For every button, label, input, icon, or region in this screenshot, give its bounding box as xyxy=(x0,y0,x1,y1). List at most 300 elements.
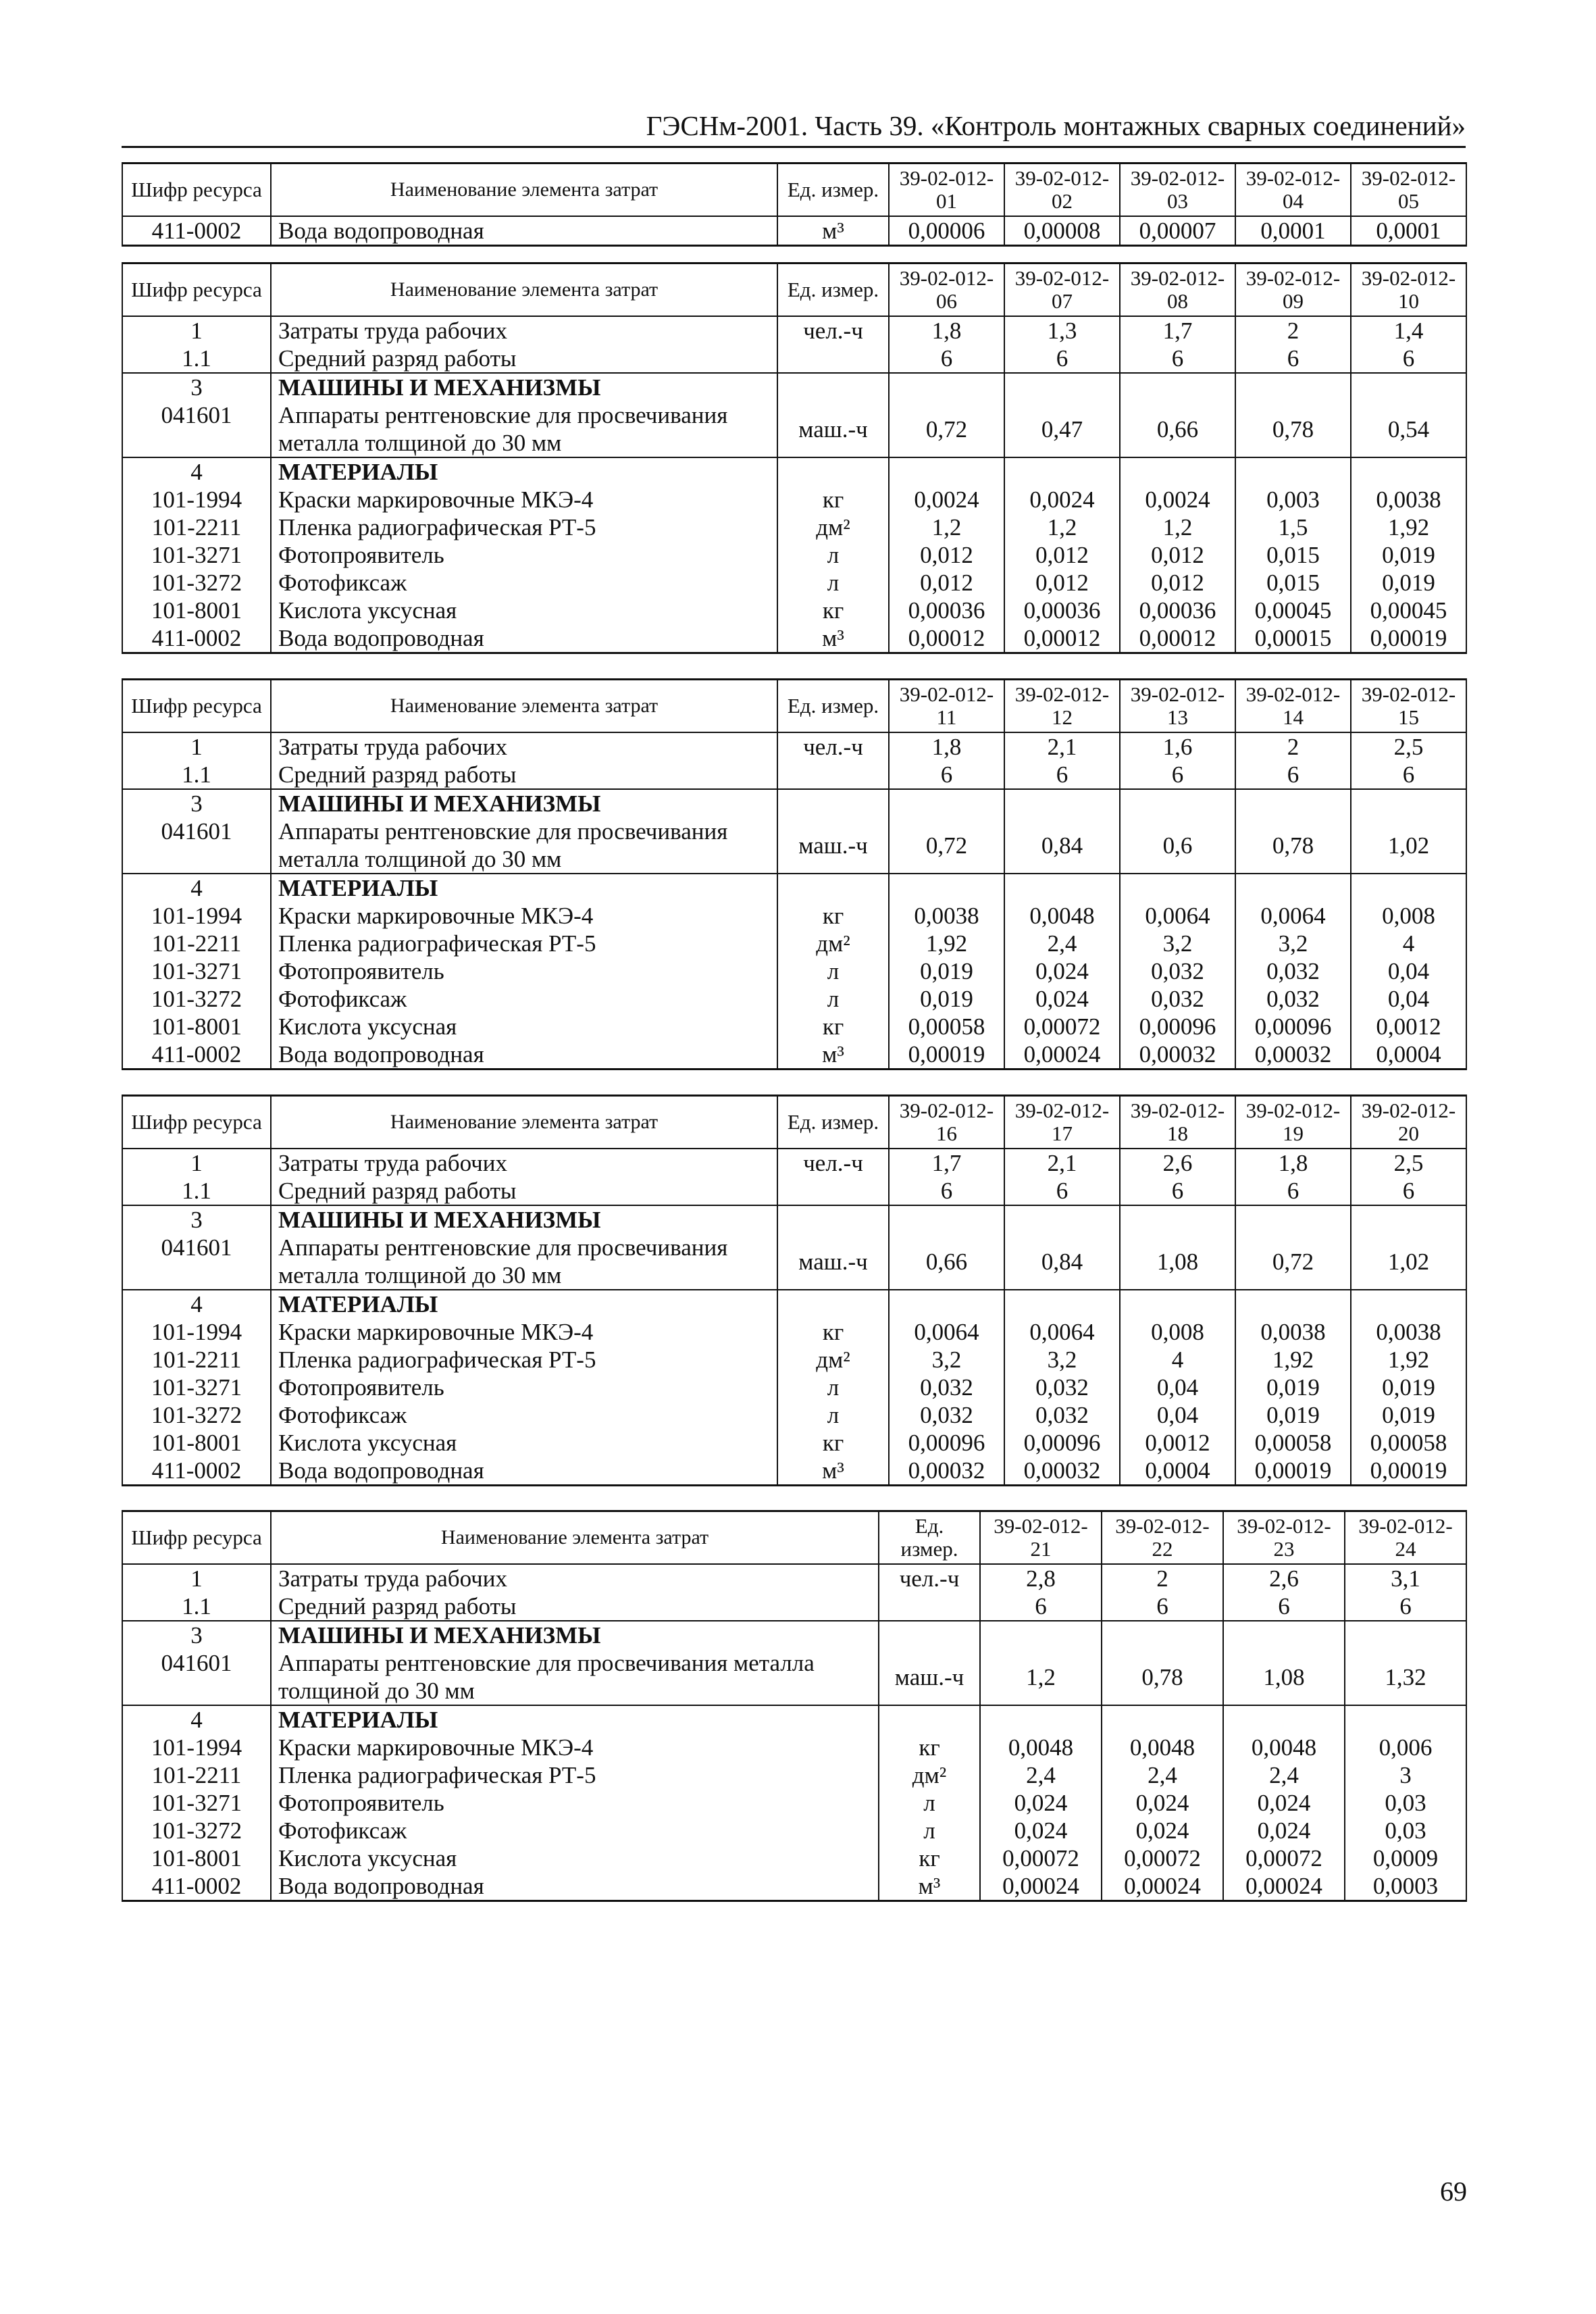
norm-code: 39-02-012-03 xyxy=(1120,164,1235,217)
value-cell: 0,0048 xyxy=(980,1734,1102,1761)
resource-code: 101-3272 xyxy=(122,985,271,1013)
table-row xyxy=(122,1318,1466,1346)
value-cell: 6 xyxy=(1102,1592,1223,1621)
value-cell: 1,7 xyxy=(1120,316,1235,345)
resource-code: 101-3271 xyxy=(122,1374,271,1401)
resource-unit: маш.-ч xyxy=(777,1234,889,1290)
value-cell: 1,08 xyxy=(1120,1234,1235,1290)
table-row xyxy=(122,1457,1466,1486)
empty-cell xyxy=(777,1205,889,1234)
resource-unit: кг xyxy=(777,486,889,513)
resource-name: Фотопроявитель xyxy=(271,957,777,985)
resource-unit xyxy=(777,1177,889,1205)
resource-unit: кг xyxy=(777,597,889,624)
empty-cell xyxy=(1235,1205,1351,1234)
value-cell: 1,5 xyxy=(1235,513,1351,541)
section-row xyxy=(122,1290,1466,1318)
value-cell: 2,4 xyxy=(1102,1761,1223,1789)
resource-code: 041601 xyxy=(122,818,271,874)
value-cell: 0,00096 xyxy=(889,1429,1004,1457)
value-cell: 0,78 xyxy=(1235,401,1351,457)
value-cell: 0,00019 xyxy=(1351,624,1466,653)
resource-code: 101-3271 xyxy=(122,541,271,569)
value-cell: 0,019 xyxy=(1351,569,1466,597)
resource-unit: дм² xyxy=(777,1346,889,1374)
empty-cell xyxy=(980,1621,1102,1649)
header-code: Шифр ресурса xyxy=(122,1096,271,1149)
value-cell: 0,012 xyxy=(889,569,1004,597)
empty-cell xyxy=(777,789,889,818)
value-cell: 0,00024 xyxy=(1223,1872,1345,1901)
table-row xyxy=(122,597,1466,624)
value-cell: 0,00096 xyxy=(1004,1429,1120,1457)
value-cell: 0,032 xyxy=(1120,985,1235,1013)
value-cell: 0,008 xyxy=(1351,902,1466,930)
resource-unit: м³ xyxy=(777,1457,889,1486)
table-row xyxy=(122,1040,1466,1070)
resource-code: 1 xyxy=(122,316,271,345)
header-unit: Ед. измер. xyxy=(777,263,889,317)
table-row xyxy=(122,1789,1466,1817)
resource-name: Пленка радиографическая РТ-5 xyxy=(271,513,777,541)
norm-table-3 xyxy=(122,678,1467,1070)
norm-code: 39-02-012-15 xyxy=(1351,680,1466,733)
value-cell: 0,84 xyxy=(1004,1234,1120,1290)
empty-cell xyxy=(1351,1290,1466,1318)
value-cell: 6 xyxy=(1351,761,1466,789)
resource-code: 411-0002 xyxy=(122,1040,271,1070)
norm-table-2 xyxy=(122,262,1467,654)
resource-code: 101-1994 xyxy=(122,1318,271,1346)
resource-code: 1 xyxy=(122,732,271,761)
value-cell: 0,0064 xyxy=(1120,902,1235,930)
resource-name: Средний разряд работы xyxy=(271,761,777,789)
resource-name: Краски маркировочные МКЭ-4 xyxy=(271,1734,879,1761)
table-row xyxy=(122,1592,1466,1621)
resource-unit: кг xyxy=(777,902,889,930)
resource-name: Затраты труда рабочих xyxy=(271,1564,879,1592)
table-row xyxy=(122,732,1466,761)
norm-code: 39-02-012-21 xyxy=(980,1511,1102,1565)
value-cell: 0,003 xyxy=(1235,486,1351,513)
resource-unit: чел.-ч xyxy=(777,316,889,345)
value-cell: 2,8 xyxy=(980,1564,1102,1592)
empty-cell xyxy=(1120,1205,1235,1234)
header-code: Шифр ресурса xyxy=(122,1511,271,1565)
value-cell: 0,54 xyxy=(1351,401,1466,457)
empty-cell xyxy=(1223,1705,1345,1734)
resource-code: 101-1994 xyxy=(122,486,271,513)
section-title: МАТЕРИАЛЫ xyxy=(271,457,777,486)
norm-code: 39-02-012-09 xyxy=(1235,263,1351,317)
header-name: Наименование элемента затрат xyxy=(271,1096,777,1149)
norm-code: 39-02-012-17 xyxy=(1004,1096,1120,1149)
resource-name: Фотофиксаж xyxy=(271,569,777,597)
norm-code: 39-02-012-12 xyxy=(1004,680,1120,733)
resource-code: 101-3271 xyxy=(122,957,271,985)
resource-unit: л xyxy=(777,1401,889,1429)
value-cell: 1,92 xyxy=(889,930,1004,957)
section-title: МАТЕРИАЛЫ xyxy=(271,874,777,902)
value-cell: 1,92 xyxy=(1351,513,1466,541)
header-unit: Ед. измер. xyxy=(777,164,889,217)
resource-code: 101-8001 xyxy=(122,1013,271,1040)
resource-unit: чел.-ч xyxy=(777,1149,889,1177)
resource-unit: л xyxy=(777,569,889,597)
resource-unit: л xyxy=(777,1374,889,1401)
section-row xyxy=(122,373,1466,401)
value-cell: 1,8 xyxy=(889,316,1004,345)
value-cell: 0,032 xyxy=(1004,1374,1120,1401)
section-code: 3 xyxy=(122,373,271,401)
table-row xyxy=(122,1649,1466,1705)
resource-code: 101-8001 xyxy=(122,1844,271,1872)
value-cell: 0,03 xyxy=(1345,1817,1466,1844)
empty-cell xyxy=(1120,789,1235,818)
section-code: 4 xyxy=(122,457,271,486)
norm-code: 39-02-012-01 xyxy=(889,164,1004,217)
value-cell: 0,00019 xyxy=(1351,1457,1466,1486)
running-header xyxy=(122,103,1466,148)
table-row xyxy=(122,624,1466,653)
value-cell: 0,019 xyxy=(1351,541,1466,569)
value-cell: 1,8 xyxy=(889,732,1004,761)
resource-unit: маш.-ч xyxy=(879,1649,980,1705)
value-cell: 0,0038 xyxy=(1351,486,1466,513)
norm-code: 39-02-012-22 xyxy=(1102,1511,1223,1565)
header-title: ГЭСНм-2001. Часть 39. «Контроль монтажных сварных соединений» xyxy=(646,110,1466,141)
section-code: 3 xyxy=(122,1205,271,1234)
value-cell: 2,5 xyxy=(1351,732,1466,761)
value-cell: 1,02 xyxy=(1351,1234,1466,1290)
value-cell: 0,015 xyxy=(1235,541,1351,569)
value-cell: 0,024 xyxy=(1102,1817,1223,1844)
table-row xyxy=(122,1564,1466,1592)
value-cell: 0,019 xyxy=(1351,1374,1466,1401)
norm-table-1 xyxy=(122,162,1467,247)
empty-cell xyxy=(1235,789,1351,818)
resource-code: 1.1 xyxy=(122,1177,271,1205)
table-row xyxy=(122,316,1466,345)
resource-name: Затраты труда рабочих xyxy=(271,1149,777,1177)
resource-code: 411-0002 xyxy=(122,216,271,246)
norm-code: 39-02-012-19 xyxy=(1235,1096,1351,1149)
resource-code: 101-2211 xyxy=(122,1346,271,1374)
norm-code: 39-02-012-05 xyxy=(1351,164,1466,217)
value-cell: 3,2 xyxy=(1235,930,1351,957)
value-cell: 6 xyxy=(1345,1592,1466,1621)
value-cell: 1,2 xyxy=(1004,513,1120,541)
empty-cell xyxy=(777,457,889,486)
resource-unit: кг xyxy=(879,1844,980,1872)
header-code: Шифр ресурса xyxy=(122,680,271,733)
header-unit: Ед. измер. xyxy=(879,1511,980,1565)
value-cell: 0,0048 xyxy=(1102,1734,1223,1761)
value-cell: 0,00045 xyxy=(1235,597,1351,624)
value-cell: 6 xyxy=(889,761,1004,789)
norm-code: 39-02-012-04 xyxy=(1235,164,1351,217)
norm-code: 39-02-012-11 xyxy=(889,680,1004,733)
header-code: Шифр ресурса xyxy=(122,164,271,217)
value-cell: 0,04 xyxy=(1120,1401,1235,1429)
value-cell: 0,00096 xyxy=(1235,1013,1351,1040)
value-cell: 0,66 xyxy=(1120,401,1235,457)
table-row xyxy=(122,1429,1466,1457)
value-cell: 0,00072 xyxy=(980,1844,1102,1872)
table-row xyxy=(122,1374,1466,1401)
resource-unit: кг xyxy=(777,1318,889,1346)
value-cell: 0,00006 xyxy=(889,216,1004,246)
empty-cell xyxy=(1235,457,1351,486)
value-cell: 0,032 xyxy=(1004,1401,1120,1429)
value-cell: 6 xyxy=(1120,1177,1235,1205)
resource-code: 411-0002 xyxy=(122,1457,271,1486)
value-cell: 0,024 xyxy=(980,1817,1102,1844)
value-cell: 2,4 xyxy=(1004,930,1120,957)
table-row xyxy=(122,957,1466,985)
empty-cell xyxy=(1120,457,1235,486)
resource-name: Средний разряд работы xyxy=(271,345,777,373)
empty-cell xyxy=(777,1290,889,1318)
value-cell: 0,0048 xyxy=(1223,1734,1345,1761)
resource-name: Аппараты рентгеновские для просвечивания металла толщиной до 30 мм xyxy=(271,401,777,457)
resource-name: Кислота уксусная xyxy=(271,1429,777,1457)
value-cell: 0,00007 xyxy=(1120,216,1235,246)
value-cell: 0,019 xyxy=(1351,1401,1466,1429)
resource-name: Пленка радиографическая РТ-5 xyxy=(271,1346,777,1374)
value-cell: 0,00024 xyxy=(1102,1872,1223,1901)
resource-name: Вода водопроводная xyxy=(271,1872,879,1901)
value-cell: 0,00096 xyxy=(1120,1013,1235,1040)
value-cell: 0,015 xyxy=(1235,569,1351,597)
value-cell: 0,00012 xyxy=(889,624,1004,653)
value-cell: 0,032 xyxy=(1120,957,1235,985)
header-name: Наименование элемента затрат xyxy=(271,263,777,317)
section-row xyxy=(122,874,1466,902)
empty-cell xyxy=(1004,457,1120,486)
value-cell: 1,7 xyxy=(889,1149,1004,1177)
resource-name: Кислота уксусная xyxy=(271,597,777,624)
value-cell: 0,78 xyxy=(1102,1649,1223,1705)
value-cell: 0,024 xyxy=(980,1789,1102,1817)
value-cell: 0,0004 xyxy=(1120,1457,1235,1486)
value-cell: 0,019 xyxy=(1235,1374,1351,1401)
resource-name: Аппараты рентгеновские для просвечивания металла толщиной до 30 мм xyxy=(271,818,777,874)
value-cell: 1,8 xyxy=(1235,1149,1351,1177)
value-cell: 0,0009 xyxy=(1345,1844,1466,1872)
value-cell: 4 xyxy=(1120,1346,1235,1374)
value-cell: 0,0024 xyxy=(1004,486,1120,513)
value-cell: 0,00024 xyxy=(980,1872,1102,1901)
resource-name: Фотопроявитель xyxy=(271,541,777,569)
resource-unit: м³ xyxy=(777,216,889,246)
resource-name: Вода водопроводная xyxy=(271,1040,777,1070)
empty-cell xyxy=(1004,789,1120,818)
value-cell: 0,04 xyxy=(1120,1374,1235,1401)
header-code: Шифр ресурса xyxy=(122,263,271,317)
resource-name: Фотофиксаж xyxy=(271,1817,879,1844)
resource-name: Вода водопроводная xyxy=(271,1457,777,1486)
resource-unit: маш.-ч xyxy=(777,818,889,874)
resource-code: 101-2211 xyxy=(122,513,271,541)
value-cell: 3 xyxy=(1345,1761,1466,1789)
table-row xyxy=(122,1844,1466,1872)
page-number: 69 xyxy=(1440,2176,1467,2207)
value-cell: 0,0038 xyxy=(1351,1318,1466,1346)
value-cell: 0,024 xyxy=(1223,1817,1345,1844)
resource-unit: чел.-ч xyxy=(879,1564,980,1592)
section-code: 4 xyxy=(122,874,271,902)
value-cell: 0,72 xyxy=(1235,1234,1351,1290)
section-title: МАШИНЫ И МЕХАНИЗМЫ xyxy=(271,373,777,401)
value-cell: 0,0024 xyxy=(889,486,1004,513)
resource-code: 1 xyxy=(122,1564,271,1592)
norm-code: 39-02-012-24 xyxy=(1345,1511,1466,1565)
header-name: Наименование элемента затрат xyxy=(271,164,777,217)
resource-name: Затраты труда рабочих xyxy=(271,732,777,761)
value-cell: 1,4 xyxy=(1351,316,1466,345)
empty-cell xyxy=(889,373,1004,401)
empty-cell xyxy=(1351,789,1466,818)
resource-unit xyxy=(879,1592,980,1621)
section-title: МАТЕРИАЛЫ xyxy=(271,1290,777,1318)
value-cell: 0,024 xyxy=(1223,1789,1345,1817)
value-cell: 0,00036 xyxy=(1120,597,1235,624)
value-cell: 0,72 xyxy=(889,818,1004,874)
norm-code: 39-02-012-13 xyxy=(1120,680,1235,733)
table-row xyxy=(122,513,1466,541)
empty-cell xyxy=(1004,373,1120,401)
value-cell: 0,00032 xyxy=(1235,1040,1351,1070)
resource-code: 101-2211 xyxy=(122,1761,271,1789)
empty-cell xyxy=(1345,1705,1466,1734)
value-cell: 0,00012 xyxy=(1004,624,1120,653)
value-cell: 0,0001 xyxy=(1351,216,1466,246)
section-title: МАШИНЫ И МЕХАНИЗМЫ xyxy=(271,1621,879,1649)
empty-cell xyxy=(1351,373,1466,401)
norm-code: 39-02-012-18 xyxy=(1120,1096,1235,1149)
table-row xyxy=(122,1817,1466,1844)
empty-cell xyxy=(980,1705,1102,1734)
table-row xyxy=(122,1401,1466,1429)
value-cell: 0,032 xyxy=(889,1401,1004,1429)
value-cell: 0,0012 xyxy=(1351,1013,1466,1040)
norm-code: 39-02-012-14 xyxy=(1235,680,1351,733)
table-row xyxy=(122,818,1466,874)
resource-unit: чел.-ч xyxy=(777,732,889,761)
value-cell: 6 xyxy=(1351,345,1466,373)
resource-unit: м³ xyxy=(777,1040,889,1070)
resource-unit: кг xyxy=(777,1013,889,1040)
value-cell: 0,0064 xyxy=(889,1318,1004,1346)
value-cell: 6 xyxy=(1235,761,1351,789)
value-cell: 6 xyxy=(1120,761,1235,789)
resource-code: 1.1 xyxy=(122,345,271,373)
value-cell: 0,00058 xyxy=(1351,1429,1466,1457)
resource-unit: м³ xyxy=(777,624,889,653)
empty-cell xyxy=(889,1205,1004,1234)
value-cell: 2,1 xyxy=(1004,1149,1120,1177)
resource-name: Фотофиксаж xyxy=(271,1401,777,1429)
value-cell: 6 xyxy=(1004,761,1120,789)
resource-unit: л xyxy=(879,1789,980,1817)
value-cell: 0,012 xyxy=(1004,569,1120,597)
value-cell: 0,0004 xyxy=(1351,1040,1466,1070)
resource-name: Аппараты рентгеновские для просвечивания металла толщиной до 30 мм xyxy=(271,1649,879,1705)
resource-name: Аппараты рентгеновские для просвечивания металла толщиной до 30 мм xyxy=(271,1234,777,1290)
value-cell: 0,024 xyxy=(1004,985,1120,1013)
value-cell: 0,00019 xyxy=(1235,1457,1351,1486)
table-row xyxy=(122,1177,1466,1205)
empty-cell xyxy=(1351,1205,1466,1234)
table-row xyxy=(122,1149,1466,1177)
header-unit: Ед. измер. xyxy=(777,680,889,733)
empty-cell xyxy=(1235,874,1351,902)
value-cell: 0,47 xyxy=(1004,401,1120,457)
value-cell: 1,3 xyxy=(1004,316,1120,345)
section-code: 4 xyxy=(122,1290,271,1318)
value-cell: 0,04 xyxy=(1351,957,1466,985)
value-cell: 3,2 xyxy=(889,1346,1004,1374)
value-cell: 0,00072 xyxy=(1223,1844,1345,1872)
value-cell: 0,00024 xyxy=(1004,1040,1120,1070)
value-cell: 1,02 xyxy=(1351,818,1466,874)
value-cell: 1,92 xyxy=(1351,1346,1466,1374)
value-cell: 1,08 xyxy=(1223,1649,1345,1705)
value-cell: 0,00032 xyxy=(1004,1457,1120,1486)
value-cell: 6 xyxy=(1235,345,1351,373)
value-cell: 0,04 xyxy=(1351,985,1466,1013)
table-row xyxy=(122,1234,1466,1290)
header-unit: Ед. измер. xyxy=(777,1096,889,1149)
value-cell: 0,008 xyxy=(1120,1318,1235,1346)
value-cell: 0,012 xyxy=(889,541,1004,569)
resource-code: 1.1 xyxy=(122,1592,271,1621)
value-cell: 1,2 xyxy=(1120,513,1235,541)
table-row xyxy=(122,401,1466,457)
value-cell: 0,6 xyxy=(1120,818,1235,874)
section-row xyxy=(122,1705,1466,1734)
resource-name: Краски маркировочные МКЭ-4 xyxy=(271,1318,777,1346)
empty-cell xyxy=(1120,1290,1235,1318)
value-cell: 0,0038 xyxy=(1235,1318,1351,1346)
section-code: 3 xyxy=(122,1621,271,1649)
value-cell: 0,00058 xyxy=(1235,1429,1351,1457)
value-cell: 1,92 xyxy=(1235,1346,1351,1374)
value-cell: 0,032 xyxy=(889,1374,1004,1401)
value-cell: 2 xyxy=(1235,732,1351,761)
resource-name: Фотофиксаж xyxy=(271,985,777,1013)
resource-code: 101-2211 xyxy=(122,930,271,957)
value-cell: 0,024 xyxy=(1004,957,1120,985)
resource-name: Фотопроявитель xyxy=(271,1374,777,1401)
value-cell: 0,012 xyxy=(1120,541,1235,569)
value-cell: 0,00032 xyxy=(889,1457,1004,1486)
norm-code: 39-02-012-20 xyxy=(1351,1096,1466,1149)
section-code: 4 xyxy=(122,1705,271,1734)
value-cell: 2,4 xyxy=(1223,1761,1345,1789)
value-cell: 0,00032 xyxy=(1120,1040,1235,1070)
empty-cell xyxy=(889,1290,1004,1318)
value-cell: 6 xyxy=(1235,1177,1351,1205)
value-cell: 1,32 xyxy=(1345,1649,1466,1705)
value-cell: 0,00072 xyxy=(1102,1844,1223,1872)
value-cell: 0,00036 xyxy=(1004,597,1120,624)
resource-code: 411-0002 xyxy=(122,1872,271,1901)
value-cell: 6 xyxy=(889,345,1004,373)
value-cell: 0,019 xyxy=(889,957,1004,985)
resource-name: Средний разряд работы xyxy=(271,1592,879,1621)
